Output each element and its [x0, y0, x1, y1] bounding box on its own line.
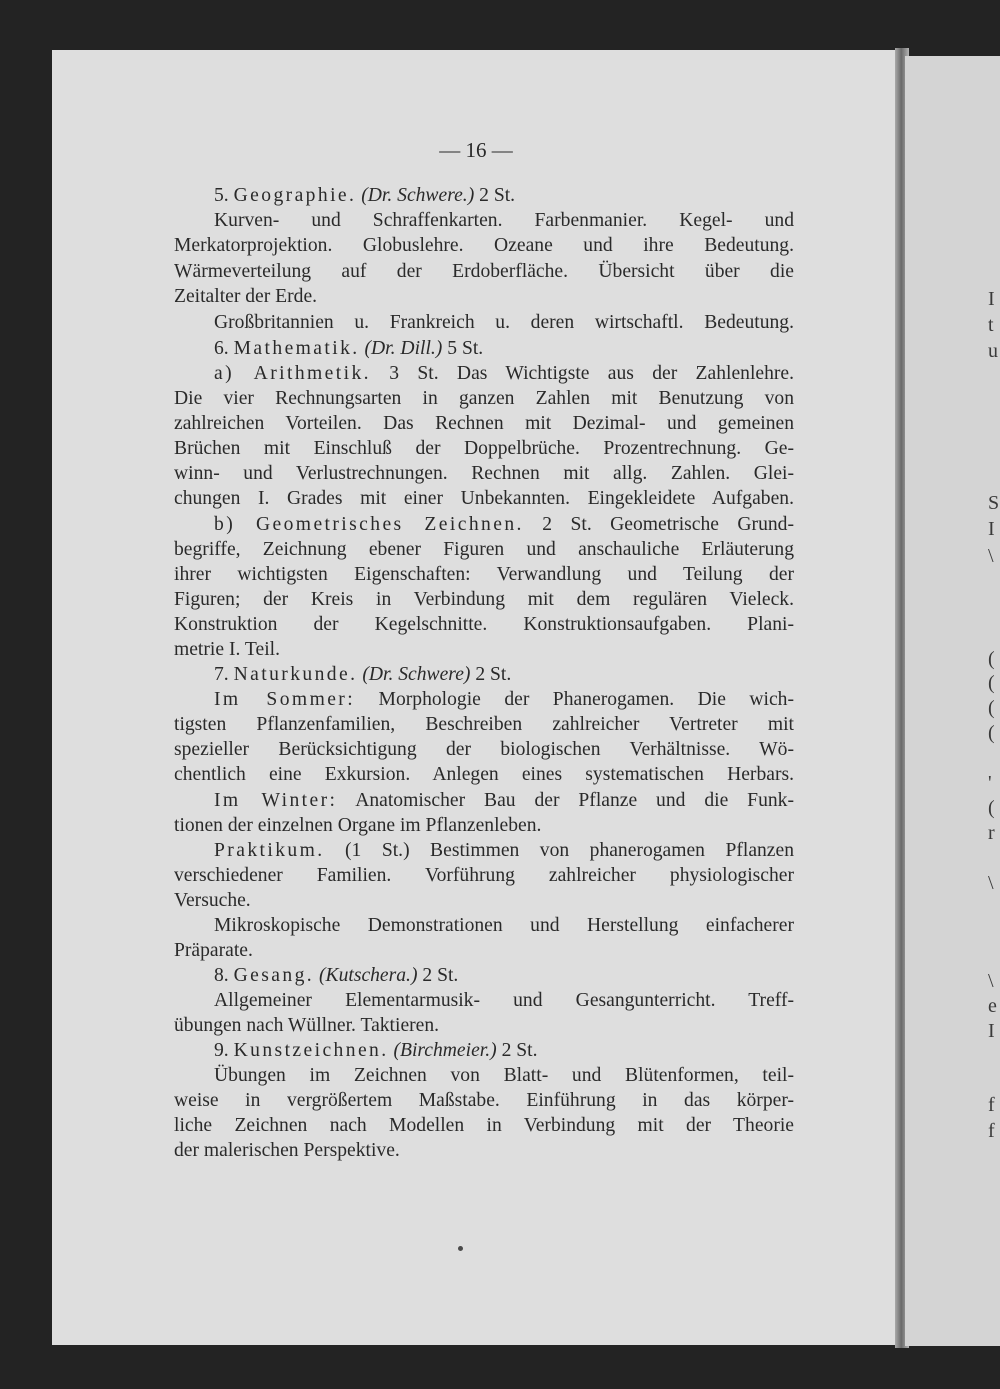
section-subject: Kunstzeichnen.	[233, 1040, 389, 1061]
text-line: metrie I. Teil.	[174, 639, 280, 660]
subsection-label: a) Arithmetik.	[214, 363, 371, 384]
section-heading	[214, 662, 794, 687]
section-hours: 2 St.	[475, 664, 512, 685]
section-teacher: (Dr. Schwere.)	[361, 185, 475, 206]
text-line	[214, 838, 794, 863]
edge-letter: u	[988, 340, 998, 362]
edge-letter: f	[988, 1094, 995, 1116]
subsection-text: Anatomischer Bau der Pflanze und die Funk-	[355, 790, 794, 811]
section-number: 8.	[214, 965, 229, 986]
ink-speck	[458, 1246, 463, 1251]
subsection-text: 3 St. Das Wichtigste aus der Zahlenlehre.	[389, 363, 794, 384]
section-teacher: (Kutschera.)	[318, 965, 418, 986]
text-line: Merkatorprojektion. Globuslehre. Ozeane und ihre Bedeutung.	[174, 235, 794, 256]
text-line	[214, 788, 794, 813]
text-line	[214, 687, 794, 712]
text-line: Mikroskopische Demonstrationen und Herstellung einfacherer	[214, 915, 794, 936]
edge-letter: '	[988, 772, 992, 794]
section-teacher: (Dr. Schwere)	[362, 664, 471, 685]
text-line: der malerischen Perspektive.	[174, 1140, 400, 1161]
edge-letter: (	[988, 648, 995, 670]
text-line: Wärmeverteilung auf der Erdoberfläche. Übersicht über die	[174, 261, 794, 282]
text-line: chungen I. Grades mit einer Unbekannten. Eingekleidete Aufgaben.	[174, 488, 794, 509]
section-subject: Mathematik.	[233, 338, 360, 359]
section-hours: 5 St.	[447, 338, 484, 359]
text-line: Präparate.	[174, 940, 253, 961]
section-subject: Geographie.	[233, 185, 357, 206]
edge-letter: (	[988, 722, 995, 744]
text-line: ihrer wichtigsten Eigenschaften: Verwandlung und Teilung der	[174, 564, 794, 585]
subsection-text: 2 St. Geometrische Grund-	[542, 514, 794, 535]
text-line: übungen nach Wüllner. Taktieren.	[174, 1015, 440, 1036]
text-line: liche Zeichnen nach Modellen in Verbindung mit der Theorie	[174, 1115, 794, 1136]
text-line: Die vier Rechnungsarten in ganzen Zahlen mit Benutzung von	[174, 388, 794, 409]
text-line: Figuren; der Kreis in Verbindung mit dem regulären Vieleck.	[174, 589, 794, 610]
section-hours: 2 St.	[501, 1040, 538, 1061]
edge-letter: \	[988, 872, 994, 894]
edge-letter: (	[988, 697, 995, 719]
edge-letter: \	[988, 545, 994, 567]
subsection-text: Morphologie der Phanerogamen. Die wich-	[378, 689, 794, 710]
section-heading	[214, 336, 794, 361]
section-heading	[214, 183, 794, 208]
edge-letter: t	[988, 314, 994, 336]
section-heading	[214, 963, 794, 988]
text-line: Konstruktion der Kegelschnitte. Konstruktionsaufgaben. Plani-	[174, 614, 794, 635]
edge-letter: r	[988, 822, 995, 844]
text-line: weise in vergrößertem Maßstabe. Einführung in das körper-	[174, 1090, 794, 1111]
subsection-label: Praktikum.	[214, 840, 325, 861]
edge-letter: f	[988, 1120, 995, 1142]
section-subject: Gesang.	[233, 965, 315, 986]
edge-letter: I	[988, 518, 995, 540]
text-line	[214, 361, 794, 386]
text-line: Großbritannien u. Frankreich u. deren wirtschaftl. Bedeutung.	[214, 312, 794, 333]
text-line: zahlreichen Vorteilen. Das Rechnen mit Dezimal- und gemeinen	[174, 413, 794, 434]
section-hours: 2 St.	[422, 965, 459, 986]
section-number: 9.	[214, 1040, 229, 1061]
edge-letter: \	[988, 970, 994, 992]
text-line: tigsten Pflanzenfamilien, Beschreiben zahlreicher Vertreter mit	[174, 714, 794, 735]
text-line	[214, 512, 794, 537]
text-line: Zeitalter der Erde.	[174, 286, 318, 307]
section-teacher: (Dr. Dill.)	[364, 338, 443, 359]
text-line: Allgemeiner Elementarmusik- und Gesangunterricht. Treff-	[214, 990, 794, 1011]
text-line: tionen der einzelnen Organe im Pflanzenleben.	[174, 815, 542, 836]
book-page-right-edge	[905, 56, 1000, 1346]
section-teacher: (Birchmeier.)	[393, 1040, 497, 1061]
text-line: Brüchen mit Einschluß der Doppelbrüche. Prozentrechnung. Ge-	[174, 438, 794, 459]
text-line: spezieller Berücksichtigung der biologischen Verhältnisse. Wö-	[174, 739, 794, 760]
section-number: 6.	[214, 338, 229, 359]
section-subject: Naturkunde.	[233, 664, 358, 685]
text-line: begriffe, Zeichnung ebener Figuren und anschauliche Erläuterung	[174, 539, 794, 560]
text-line: Übungen im Zeichnen von Blatt- und Blütenformen, teil-	[214, 1065, 794, 1086]
section-number: 5.	[214, 185, 229, 206]
edge-letter: S	[988, 492, 1000, 514]
edge-letter: I	[988, 1020, 995, 1042]
edge-letter: I	[988, 288, 995, 310]
edge-letter: e	[988, 995, 997, 1017]
text-line: Versuche.	[174, 890, 251, 911]
edge-letter: (	[988, 672, 995, 694]
section-hours: 2 St.	[479, 185, 516, 206]
text-line: chentlich eine Exkursion. Anlegen eines systematischen Herbars.	[174, 764, 794, 785]
edge-letter: (	[988, 797, 995, 819]
text-line: Kurven- und Schraffenkarten. Farbenmanier. Kegel- und	[214, 210, 794, 231]
subsection-label: Im Sommer:	[214, 689, 356, 710]
section-number: 7.	[214, 664, 229, 685]
subsection-label: Im Winter:	[214, 790, 338, 811]
page-number: — 16 —	[439, 138, 513, 162]
subsection-label: b) Geometrisches Zeichnen.	[214, 514, 524, 535]
subsection-text: (1 St.) Bestimmen von phanerogamen Pflanzen	[345, 840, 795, 861]
text-line: winn- und Verlustrechnungen. Rechnen mit allg. Zahlen. Glei-	[174, 463, 794, 484]
section-heading	[214, 1038, 794, 1063]
text-line: verschiedener Familien. Vorführung zahlreicher physiologischer	[174, 865, 794, 886]
